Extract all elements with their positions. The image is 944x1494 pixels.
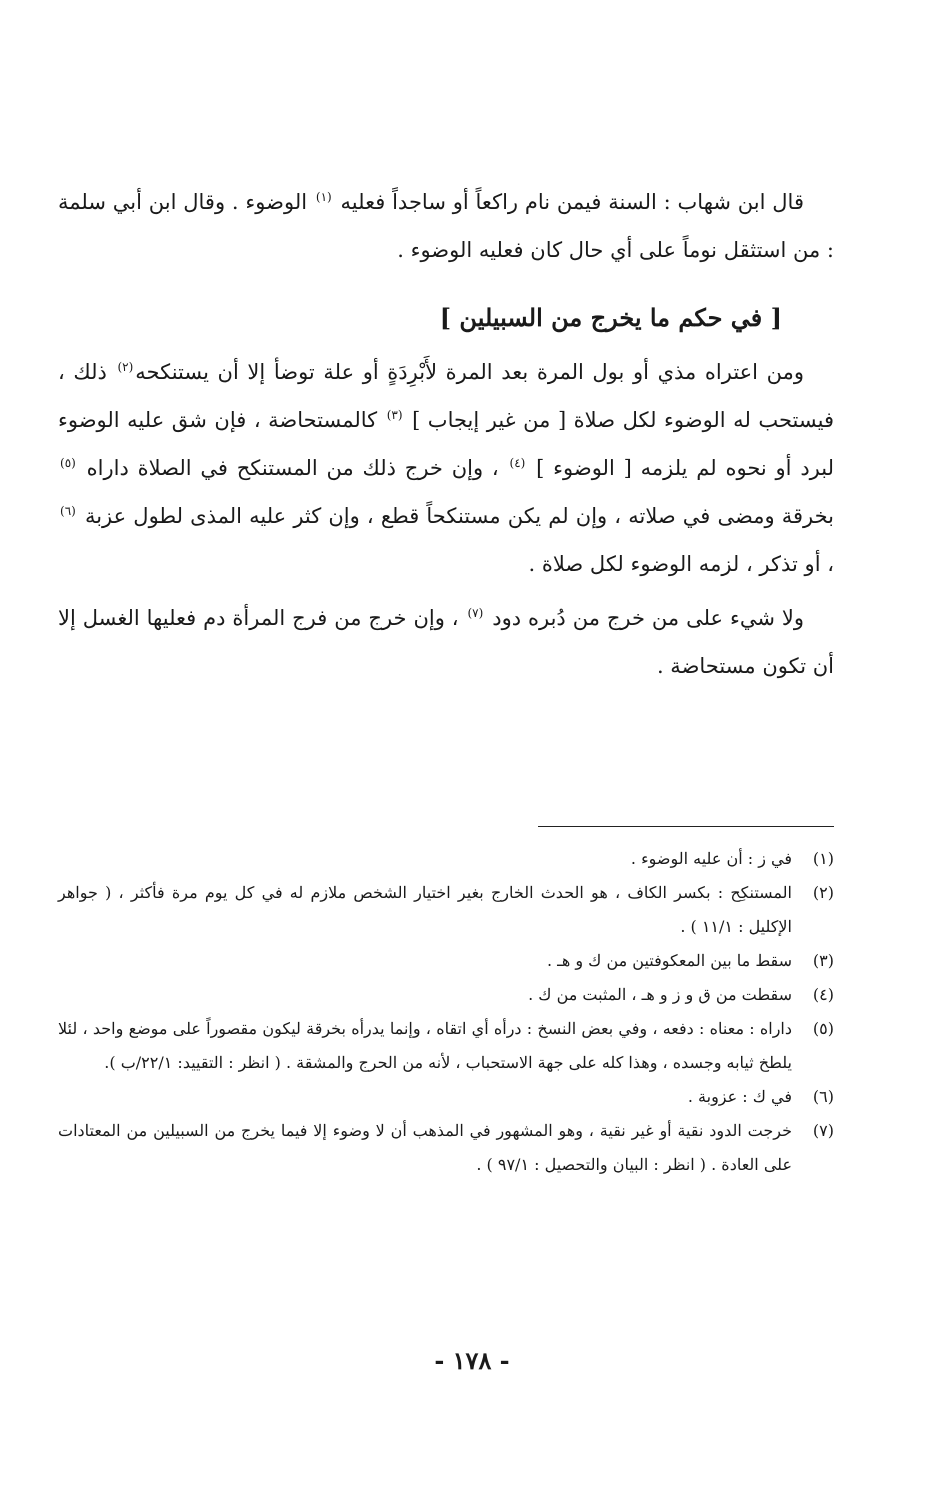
text-segment: ، وإن خرج ذلك من المستنكح في الصلاة داراه [77, 456, 508, 480]
footnote-7 [58, 1114, 834, 1182]
footnote-1 [58, 842, 834, 876]
footnote-4 [58, 978, 834, 1012]
footnote-number: (٢) [812, 883, 834, 902]
footnote-text: سقط ما بين المعكوفتين من ك و هـ . [546, 951, 792, 970]
text-segment: ذلك ، فيستحب له الوضوء لكل صلاة [ من غير إيجاب ] [58, 360, 834, 432]
section-title: [ في حكم ما يخرج من السبيلين ] [439, 303, 782, 332]
footnote-number: (٦) [812, 1087, 834, 1106]
text-segment: ولا شيء على من خرج من دُبره دود [485, 606, 804, 630]
text-segment: ، أو تذكر ، لزمه الوضوء لكل صلاة . [528, 552, 834, 576]
footnote-ref-1: (١) [315, 190, 332, 204]
footnote-number: (٤) [812, 985, 834, 1004]
text-segment: كالمستحاضة ، فإن شق عليه الوضوء لبرد أو نحوه لم يلزمه [ الوضوء ] [58, 408, 834, 480]
text-segment: بخرقة ومضى في صلاته ، وإن لم يكن مستنكحاً قطع ، وإن كثر عليه المذى لطول عزبة [77, 504, 834, 528]
footnote-text: خرجت الدود نقية أو غير نقية ، وهو المشهور في المذهب أن لا وضوء إلا فيما يخرج من السبيلين من المعتادات على العادة . ( انظر : البيان والتحصيل : ٩٧/١ ) . [58, 1121, 793, 1174]
footnote-text: في ز : أن عليه الوضوء . [630, 849, 792, 868]
text-segment: ، وإن خرج من فرج المرأة دم فعليها الغسل إلا أن تكون مستحاضة . [58, 606, 834, 678]
text-segment: ومن اعتراه مذي أو بول المرة بعد المرة لأَبْرِدَةٍ أو علة توضأ إلا أن يستنكحه [135, 360, 804, 384]
text-segment: الوضوء . وقال ابن أبي سلمة : من استثقل نوماً على أي حال كان فعليه الوضوء . [58, 190, 834, 262]
text-segment: قال ابن شهاب : السنة فيمن نام راكعاً أو ساجداً فعليه [333, 190, 804, 214]
footnote-ref-3: (٣) [386, 408, 403, 422]
footnote-number: (٧) [812, 1121, 834, 1140]
footnote-text: في ك : عزوبة . [687, 1087, 792, 1106]
paragraph-3 [58, 594, 834, 690]
footnote-ref-5: (٥) [60, 456, 76, 470]
footnote-ref-4: (٤) [509, 456, 526, 470]
footnote-6 [58, 1080, 834, 1114]
footnote-5 [58, 1012, 834, 1080]
page-number: - ١٧٨ - [434, 1346, 510, 1375]
footnote-number: (٥) [812, 1019, 834, 1038]
footnote-number: (١) [812, 849, 834, 868]
footnotes [58, 842, 834, 1182]
footnote-text: داراه : معناه : دفعه ، وفي بعض النسخ : درأه أي اتقاه ، وإنما يدرأه بخرقة ليكون مقصوراً على موضع واحد ، لئلا يلطخ ثيابه وجسده ، وهذا كله على جهة الاستحباب ، لأنه من الحرج والمشقة . ( انظر : التقييد: ٢٢/١/ب ). [58, 1019, 792, 1072]
footnote-text: المستنكِح : بكسر الكاف ، هو الحدث الخارج بغير اختيار الشخص ملازم له في كل يوم مرة فأكثر ، ( جواهر الإكليل : ١١/١ ) . [58, 883, 792, 936]
footnote-2 [58, 876, 834, 944]
footnote-text: سقطت من ق و ز و هـ ، المثبت من ك . [528, 985, 792, 1004]
main-text [58, 178, 834, 690]
paragraph-2 [58, 348, 834, 588]
footnote-3 [58, 944, 834, 978]
footnote-ref-2: (٢) [117, 360, 134, 374]
paragraph-1 [58, 178, 834, 274]
footnote-number: (٣) [812, 951, 834, 970]
footnote-divider [538, 826, 834, 827]
footnote-ref-7: (٧) [467, 606, 484, 620]
footnote-ref-6: (٦) [60, 504, 76, 518]
